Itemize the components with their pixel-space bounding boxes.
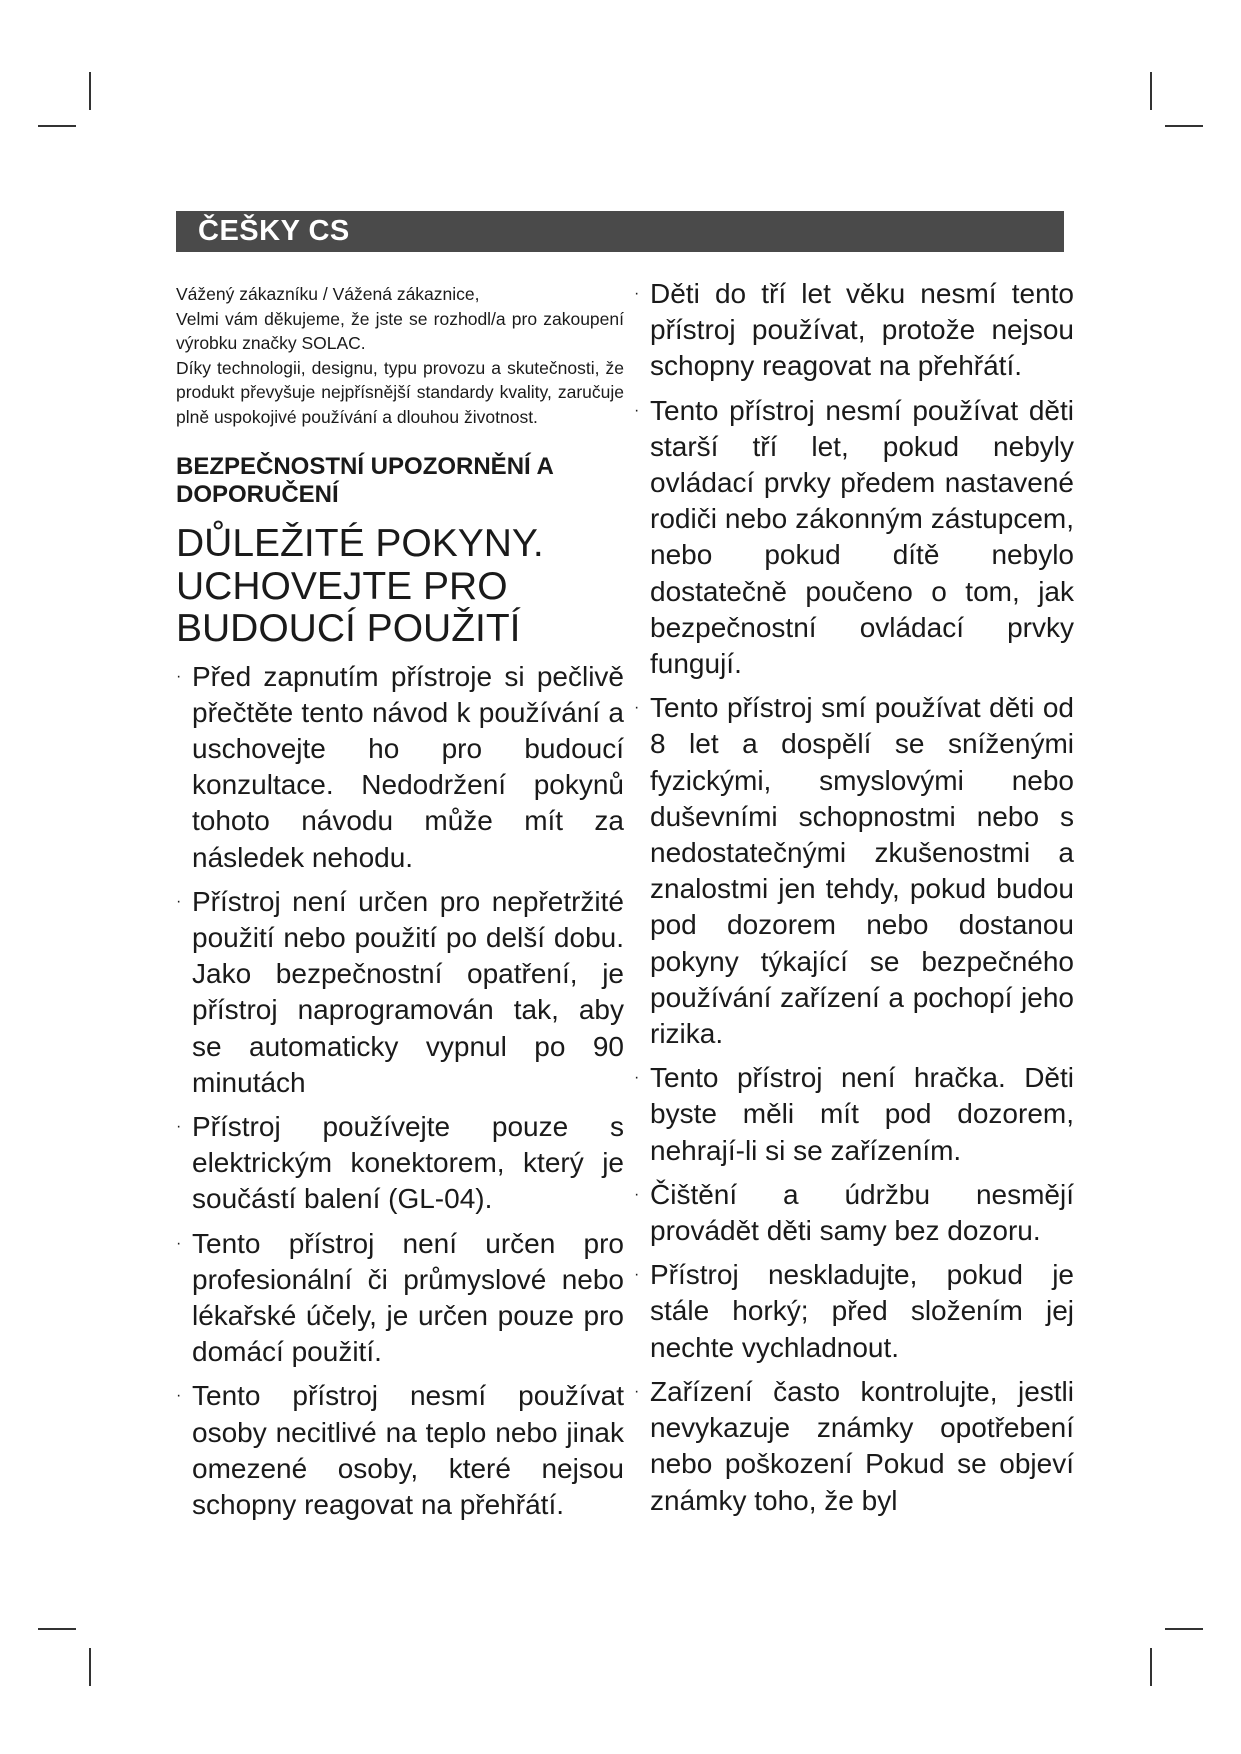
list-item [634,276,1074,385]
intro-thanks: Velmi vám děkujeme, že jste se rozhodl/a pro zakoupení výrobku značky SOLAC. [176,308,624,353]
list-item-text: Tento přístroj není určen pro profesionální či průmyslové nebo lékařské účely, je určen pouze pro domácí použití. [192,1227,624,1368]
list-item-text: Přístroj používejte pouze s elektrickým konektorem, který je součástí balení (GL-04). [192,1110,624,1215]
list-item [176,1109,624,1218]
bullet-dot: · [176,1387,182,1405]
list-item-text: Přístroj není určen pro nepřetržité použití nebo použití po delší dobu. Jako bezpečnostní opatření, je přístroj naprogramován tak, aby se automaticky vypnul po 90 minutách [192,885,624,1098]
list-item [634,1257,1074,1366]
list-item-text: Děti do tří let věku nesmí tento přístroj používat, protože nejsou schopny reagovat na přehřátí. [650,278,1074,382]
bullet-dot: · [634,1185,640,1203]
list-item-text: Tento přístroj nesmí používat děti starší tří let, pokud nebyly ovládací prvky předem nastavené rodiči nebo zákonným zástupcem, nebo pokud dítě nebylo dostatečně poučeno o tom, jak bezpečnostní ovládací prvky fungují. [650,394,1074,680]
bullet-dot: · [634,699,640,717]
intro-text [176,282,624,429]
list-item-text: Zařízení často kontrolujte, jestli nevykazuje známky opotřebení nebo poškození Pokud se objeví známky toho, že byl [650,1375,1074,1516]
crop-mark-top-left-horizontal [38,125,76,127]
intro-quality: Díky technologii, designu, typu provozu a skutečnosti, že produkt převyšuje nejpřísnější standardy kvality, zaručuje plně uspokojivé používání a dlouhou životnost. [176,357,624,427]
list-item [634,1177,1074,1249]
language-header-title: ČEŠKY CS [198,215,350,247]
list-item [176,659,624,876]
list-item [634,393,1074,683]
list-item [634,690,1074,1052]
list-item [176,1226,624,1371]
bullet-dot: · [634,1069,640,1087]
intro-greeting: Vážený zákazníku / Vážená zákaznice, [176,284,480,304]
list-item-text: Čištění a údržbu nesmějí provádět děti samy bez dozoru. [650,1178,1074,1247]
list-item [176,1378,624,1523]
list-item [176,884,624,1101]
right-bullet-list [634,276,1074,1519]
safety-heading: BEZPEČNOSTNÍ UPOZORNĚNÍ A DOPORUČENÍ [176,453,553,508]
bullet-dot: · [634,401,640,419]
bullet-dot: · [634,1382,640,1400]
bullet-dot: · [176,1234,182,1252]
bullet-dot: · [176,892,182,910]
right-column [634,276,1074,1527]
crop-mark-bottom-right-vertical [1150,1648,1152,1686]
list-item-text: Přístroj neskladujte, pokud je stále horký; před složením jej nechte vychladnout. [650,1259,1074,1363]
list-item [634,1060,1074,1169]
left-column [176,282,624,1531]
crop-mark-bottom-left-horizontal [38,1628,76,1630]
list-item-text: Tento přístroj není hračka. Děti byste měli mít pod dozorem, nehrají-li si se zařízením. [650,1062,1074,1166]
language-header-bar [176,211,1064,252]
crop-mark-top-right-vertical [1150,72,1152,110]
list-item-text: Tento přístroj smí používat děti od 8 let a dospělí se sníženými fyzickými, smyslovými nebo duševními schopnostmi nebo s nedostatečnými zkušenostmi a znalostmi jen tehdy, pokud budou pod dozorem nebo dostanou pokyny týkající se bezpečného používání zařízení a pochopí jeho rizika. [650,692,1074,1050]
crop-mark-top-right-horizontal [1165,125,1203,127]
left-bullet-list [176,659,624,1524]
list-item-text: Před zapnutím přístroje si pečlivě přečtěte tento návod k používání a uschovejte ho pro budoucí konzultace. Nedodržení pokynů tohoto návodu může mít za následek nehodu. [192,660,624,873]
list-item-text: Tento přístroj nesmí používat osoby necitlivé na teplo nebo jinak omezené osoby, které nejsou schopny reagovat na přehřátí. [192,1380,624,1520]
bullet-dot: · [176,1117,182,1135]
bullet-dot: · [634,1266,640,1284]
crop-mark-bottom-right-horizontal [1165,1628,1203,1630]
crop-mark-bottom-left-vertical [89,1648,91,1686]
crop-mark-top-left-vertical [89,72,91,110]
list-item [634,1374,1074,1519]
bullet-dot: · [634,285,640,302]
bullet-dot: · [176,667,182,685]
important-instructions-heading: DŮLEŽITÉ POKYNY. UCHOVEJTE PRO BUDOUCÍ POUŽITÍ [176,522,544,650]
